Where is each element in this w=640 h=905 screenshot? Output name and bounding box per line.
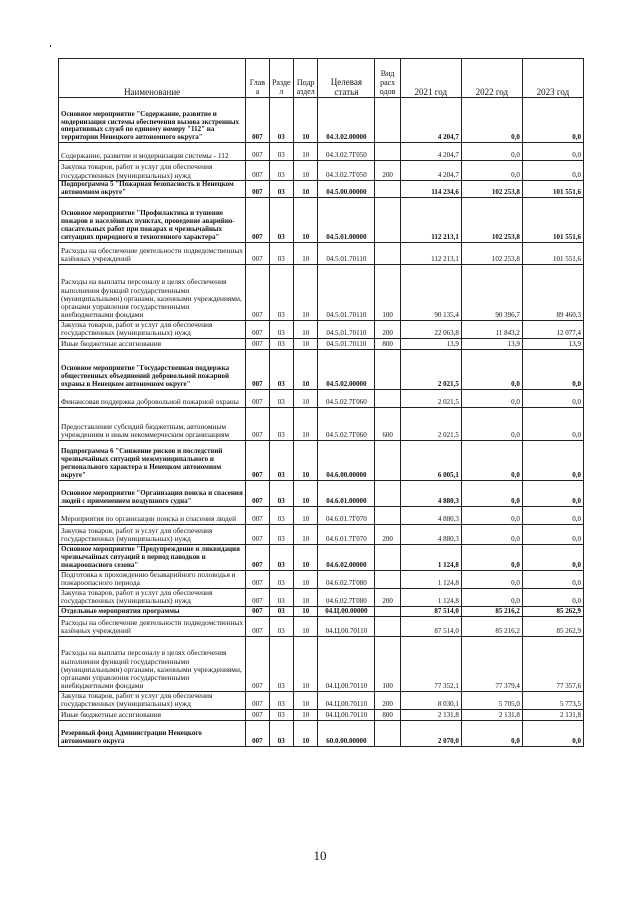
cell-name: Предоставление субсидий бюджетным, автономным учреждениям и иным некоммерческим организациям bbox=[59, 407, 246, 440]
cell-y2022: 90 396,7 bbox=[461, 264, 522, 320]
header-name: Наименование bbox=[59, 59, 246, 98]
cell-name: Основное мероприятие "Профилактика и тушение пожаров в населённых пунктах, проведение аварийно-спасательных работ при пожарах и чрезвычайных ситуациях природного и техногенного характера" bbox=[59, 197, 246, 242]
cell-y2023: 0,0 bbox=[522, 720, 583, 746]
cell-y2022: 0,0 bbox=[461, 524, 522, 544]
cell-podrazdel: 10 bbox=[294, 143, 318, 161]
table-row bbox=[59, 242, 584, 264]
cell-glav: 007 bbox=[246, 181, 269, 198]
cell-vid bbox=[375, 440, 400, 480]
cell-glav: 007 bbox=[246, 320, 269, 338]
cell-glav: 007 bbox=[246, 407, 269, 440]
header-target: Целевая статья bbox=[318, 59, 375, 98]
cell-y2023: 2 131,8 bbox=[522, 709, 583, 720]
cell-y2022: 102 253,8 bbox=[461, 181, 522, 198]
cell-target: 04.Ц.00.70110 bbox=[318, 636, 375, 691]
cell-y2023: 101 551,6 bbox=[522, 197, 583, 242]
cell-target: 04.3.02.7Г050 bbox=[318, 143, 375, 161]
cell-y2021: 2 021,5 bbox=[400, 389, 461, 407]
cell-podrazdel: 10 bbox=[294, 389, 318, 407]
cell-vid: 200 bbox=[375, 691, 400, 709]
cell-y2021: 4 880,3 bbox=[400, 506, 461, 524]
cell-glav: 007 bbox=[246, 720, 269, 746]
cell-y2021: 1 124,8 bbox=[400, 544, 461, 570]
cell-podrazdel: 10 bbox=[294, 480, 318, 506]
cell-podrazdel: 10 bbox=[294, 349, 318, 389]
cell-glav: 007 bbox=[246, 606, 269, 616]
cell-razdel: 03 bbox=[269, 636, 293, 691]
cell-y2023: 0,0 bbox=[522, 480, 583, 506]
cell-y2023: 89 460,3 bbox=[522, 264, 583, 320]
cell-vid: 200 bbox=[375, 524, 400, 544]
cell-y2023: 12 077,4 bbox=[522, 320, 583, 338]
cell-glav: 007 bbox=[246, 338, 269, 349]
cell-y2021: 6 005,1 bbox=[400, 440, 461, 480]
table-row bbox=[59, 264, 584, 320]
cell-y2023: 101 551,6 bbox=[522, 181, 583, 198]
cell-y2023: 0,0 bbox=[522, 544, 583, 570]
cell-y2022: 11 843,2 bbox=[461, 320, 522, 338]
cell-name: Закупка товаров, работ и услуг для обеспечения государственных (муниципальных) нужд bbox=[59, 161, 246, 181]
cell-vid bbox=[375, 570, 400, 588]
cell-y2022: 0,0 bbox=[461, 720, 522, 746]
table-row bbox=[59, 338, 584, 349]
cell-y2022: 0,0 bbox=[461, 570, 522, 588]
table-row bbox=[59, 524, 584, 544]
cell-y2021: 1 124,8 bbox=[400, 570, 461, 588]
cell-podrazdel: 10 bbox=[294, 197, 318, 242]
cell-glav: 007 bbox=[246, 440, 269, 480]
cell-y2021: 90 135,4 bbox=[400, 264, 461, 320]
cell-glav: 007 bbox=[246, 636, 269, 691]
budget-table bbox=[58, 58, 584, 747]
cell-razdel: 03 bbox=[269, 161, 293, 181]
table-row bbox=[59, 197, 584, 242]
cell-vid: 200 bbox=[375, 320, 400, 338]
cell-name: Закупка товаров, работ и услуг для обеспечения государственных (муниципальных) нужд bbox=[59, 691, 246, 709]
cell-glav: 007 bbox=[246, 242, 269, 264]
cell-target: 04.6.02.7Г080 bbox=[318, 570, 375, 588]
cell-razdel: 03 bbox=[269, 570, 293, 588]
cell-vid: 100 bbox=[375, 264, 400, 320]
cell-y2023: 13,9 bbox=[522, 338, 583, 349]
cell-razdel: 03 bbox=[269, 544, 293, 570]
table-row bbox=[59, 636, 584, 691]
cell-glav: 007 bbox=[246, 98, 269, 143]
cell-razdel: 03 bbox=[269, 709, 293, 720]
table-row bbox=[59, 691, 584, 709]
table-row bbox=[59, 161, 584, 181]
cell-name: Закупка товаров, работ и услуг для обеспечения государственных (муниципальных) нужд bbox=[59, 524, 246, 544]
cell-y2021: 77 352,1 bbox=[400, 636, 461, 691]
table-row bbox=[59, 606, 584, 616]
cell-y2023: 5 773,5 bbox=[522, 691, 583, 709]
cell-podrazdel: 10 bbox=[294, 320, 318, 338]
cell-name: Основное мероприятие "Государственная поддержка общественных объединений добровольной пожарной охраны в Ненецком автономном округе" bbox=[59, 349, 246, 389]
cell-y2021: 112 213,1 bbox=[400, 197, 461, 242]
cell-vid bbox=[375, 480, 400, 506]
table-row bbox=[59, 720, 584, 746]
cell-y2022: 85 216,2 bbox=[461, 606, 522, 616]
cell-glav: 007 bbox=[246, 570, 269, 588]
cell-name: Иные бюджетные ассигнования bbox=[59, 338, 246, 349]
cell-razdel: 03 bbox=[269, 143, 293, 161]
cell-razdel: 03 bbox=[269, 691, 293, 709]
cell-y2022: 5 705,0 bbox=[461, 691, 522, 709]
cell-target: 04.5.02.00000 bbox=[318, 349, 375, 389]
cell-razdel: 03 bbox=[269, 588, 293, 606]
cell-y2021: 4 204,7 bbox=[400, 161, 461, 181]
cell-target: 04.Ц.00.00000 bbox=[318, 606, 375, 616]
cell-name: Расходы на обеспечение деятельности подведомственных казённых учреждений bbox=[59, 242, 246, 264]
table-row bbox=[59, 98, 584, 143]
cell-podrazdel: 10 bbox=[294, 588, 318, 606]
cell-razdel: 03 bbox=[269, 440, 293, 480]
cell-y2022: 0,0 bbox=[461, 588, 522, 606]
cell-glav: 007 bbox=[246, 544, 269, 570]
cell-podrazdel: 10 bbox=[294, 636, 318, 691]
table-row bbox=[59, 570, 584, 588]
cell-podrazdel: 10 bbox=[294, 242, 318, 264]
table-row bbox=[59, 588, 584, 606]
cell-podrazdel: 10 bbox=[294, 338, 318, 349]
cell-y2023: 85 262,9 bbox=[522, 606, 583, 616]
cell-vid: 200 bbox=[375, 588, 400, 606]
cell-name: Расходы на выплаты персоналу в целях обеспечения выполнения функций государственными (муниципальными) органами, казенными учреждениями, органами управления государственными внебюджетными фондами bbox=[59, 636, 246, 691]
cell-glav: 007 bbox=[246, 264, 269, 320]
cell-podrazdel: 10 bbox=[294, 606, 318, 616]
cell-target: 60.0.00.00000 bbox=[318, 720, 375, 746]
cell-razdel: 03 bbox=[269, 320, 293, 338]
cell-glav: 007 bbox=[246, 588, 269, 606]
cell-y2022: 13,9 bbox=[461, 338, 522, 349]
cell-podrazdel: 10 bbox=[294, 720, 318, 746]
table-row bbox=[59, 143, 584, 161]
cell-glav: 007 bbox=[246, 524, 269, 544]
cell-y2022: 0,0 bbox=[461, 161, 522, 181]
cell-y2022: 0,0 bbox=[461, 440, 522, 480]
cell-podrazdel: 10 bbox=[294, 570, 318, 588]
cell-y2022: 0,0 bbox=[461, 407, 522, 440]
cell-target: 04.Ц.00.70110 bbox=[318, 616, 375, 636]
cell-razdel: 03 bbox=[269, 242, 293, 264]
table-row bbox=[59, 544, 584, 570]
cell-y2021: 13,9 bbox=[400, 338, 461, 349]
cell-y2021: 2 131,8 bbox=[400, 709, 461, 720]
cell-podrazdel: 10 bbox=[294, 181, 318, 198]
cell-glav: 007 bbox=[246, 143, 269, 161]
cell-vid: 200 bbox=[375, 161, 400, 181]
cell-y2023: 0,0 bbox=[522, 98, 583, 143]
cell-podrazdel: 10 bbox=[294, 544, 318, 570]
cell-y2022: 0,0 bbox=[461, 98, 522, 143]
cell-target: 04.Ц.00.70110 bbox=[318, 691, 375, 709]
cell-y2022: 102 253,8 bbox=[461, 242, 522, 264]
cell-name: Закупка товаров, работ и услуг для обеспечения государственных (муниципальных) нужд bbox=[59, 320, 246, 338]
cell-name: Мероприятия по организации поиска и спасения людей bbox=[59, 506, 246, 524]
cell-y2023: 0,0 bbox=[522, 506, 583, 524]
cell-y2021: 4 880,3 bbox=[400, 480, 461, 506]
cell-vid: 800 bbox=[375, 709, 400, 720]
cell-y2022: 0,0 bbox=[461, 544, 522, 570]
cell-target: 04.3.02.7Г050 bbox=[318, 161, 375, 181]
cell-y2023: 0,0 bbox=[522, 407, 583, 440]
cell-target: 04.6.01.00000 bbox=[318, 480, 375, 506]
table-row bbox=[59, 616, 584, 636]
cell-razdel: 03 bbox=[269, 389, 293, 407]
cell-razdel: 03 bbox=[269, 606, 293, 616]
cell-y2021: 2 021,5 bbox=[400, 349, 461, 389]
cell-y2023: 0,0 bbox=[522, 570, 583, 588]
cell-target: 04.3.02.00000 bbox=[318, 98, 375, 143]
cell-y2022: 0,0 bbox=[461, 480, 522, 506]
cell-name: Подпрограмма 6 "Снижение рисков и последствий чрезвычайных ситуаций межмуниципального и регионального характера в Ненецком автономном округе" bbox=[59, 440, 246, 480]
cell-y2023: 0,0 bbox=[522, 588, 583, 606]
table-row bbox=[59, 480, 584, 506]
cell-vid bbox=[375, 506, 400, 524]
cell-name: Основное мероприятие "Организация поиска и спасения людей с применением воздушного судна" bbox=[59, 480, 246, 506]
header-2021: 2021 год bbox=[400, 59, 461, 98]
cell-y2023: 0,0 bbox=[522, 440, 583, 480]
cell-glav: 007 bbox=[246, 480, 269, 506]
cell-name: Расходы на выплаты персоналу в целях обеспечения выполнения функций государственными (муниципальными) органами, казенными учреждениями, органами управления государственными внебюджетными фондами bbox=[59, 264, 246, 320]
header-2023: 2023 год bbox=[522, 59, 583, 98]
cell-razdel: 03 bbox=[269, 524, 293, 544]
table-row bbox=[59, 709, 584, 720]
cell-podrazdel: 10 bbox=[294, 407, 318, 440]
cell-y2021: 8 030,1 bbox=[400, 691, 461, 709]
cell-vid bbox=[375, 197, 400, 242]
cell-podrazdel: 10 bbox=[294, 691, 318, 709]
cell-target: 04.5.01.70110 bbox=[318, 320, 375, 338]
cell-y2021: 87 514,0 bbox=[400, 616, 461, 636]
cell-vid bbox=[375, 143, 400, 161]
cell-target: 04.5.02.7Г060 bbox=[318, 389, 375, 407]
cell-glav: 007 bbox=[246, 691, 269, 709]
cell-y2022: 2 131,8 bbox=[461, 709, 522, 720]
table-row bbox=[59, 389, 584, 407]
cell-razdel: 03 bbox=[269, 506, 293, 524]
cell-target: 04.Ц.00.70110 bbox=[318, 709, 375, 720]
cell-vid bbox=[375, 616, 400, 636]
cell-target: 04.6.02.00000 bbox=[318, 544, 375, 570]
table-row bbox=[59, 506, 584, 524]
cell-vid bbox=[375, 349, 400, 389]
cell-y2021: 4 204,7 bbox=[400, 98, 461, 143]
cell-glav: 007 bbox=[246, 506, 269, 524]
cell-y2021: 4 880,3 bbox=[400, 524, 461, 544]
cell-y2023: 0,0 bbox=[522, 524, 583, 544]
cell-y2021: 22 063,8 bbox=[400, 320, 461, 338]
cell-target: 04.5.02.7Г060 bbox=[318, 407, 375, 440]
cell-podrazdel: 10 bbox=[294, 161, 318, 181]
cell-razdel: 03 bbox=[269, 181, 293, 198]
cell-y2022: 85 216,2 bbox=[461, 616, 522, 636]
cell-y2021: 87 514,0 bbox=[400, 606, 461, 616]
cell-glav: 007 bbox=[246, 709, 269, 720]
cell-y2022: 0,0 bbox=[461, 143, 522, 161]
cell-vid bbox=[375, 720, 400, 746]
cell-razdel: 03 bbox=[269, 338, 293, 349]
table-row bbox=[59, 320, 584, 338]
cell-podrazdel: 10 bbox=[294, 264, 318, 320]
cell-vid bbox=[375, 98, 400, 143]
cell-podrazdel: 10 bbox=[294, 524, 318, 544]
cell-razdel: 03 bbox=[269, 616, 293, 636]
cell-name: Закупка товаров, работ и услуг для обеспечения государственных (муниципальных) нужд bbox=[59, 588, 246, 606]
cell-target: 04.6.02.7Г080 bbox=[318, 588, 375, 606]
cell-y2023: 0,0 bbox=[522, 349, 583, 389]
cell-y2022: 0,0 bbox=[461, 506, 522, 524]
cell-glav: 007 bbox=[246, 389, 269, 407]
cell-razdel: 03 bbox=[269, 349, 293, 389]
table-row bbox=[59, 440, 584, 480]
cell-podrazdel: 10 bbox=[294, 440, 318, 480]
cell-podrazdel: 10 bbox=[294, 709, 318, 720]
cell-podrazdel: 10 bbox=[294, 98, 318, 143]
cell-vid bbox=[375, 606, 400, 616]
cell-y2023: 101 551,6 bbox=[522, 242, 583, 264]
table-row bbox=[59, 407, 584, 440]
cell-vid bbox=[375, 181, 400, 198]
cell-target: 04.5.01.00000 bbox=[318, 197, 375, 242]
cell-razdel: 03 bbox=[269, 480, 293, 506]
cell-name: Отдельные мероприятия программы bbox=[59, 606, 246, 616]
table-row bbox=[59, 181, 584, 198]
cell-y2021: 114 234,6 bbox=[400, 181, 461, 198]
cell-glav: 007 bbox=[246, 349, 269, 389]
cell-name: Иные бюджетные ассигнования bbox=[59, 709, 246, 720]
cell-podrazdel: 10 bbox=[294, 506, 318, 524]
cell-razdel: 03 bbox=[269, 720, 293, 746]
cell-vid: 800 bbox=[375, 338, 400, 349]
cell-y2021: 112 213,1 bbox=[400, 242, 461, 264]
header-glav: Глав а bbox=[246, 59, 269, 98]
cell-y2021: 2 021,5 bbox=[400, 407, 461, 440]
cell-name: Подготовка к прохождению безаварийного половодья и пожароопасного периода bbox=[59, 570, 246, 588]
cell-y2022: 0,0 bbox=[461, 389, 522, 407]
cell-vid: 100 bbox=[375, 636, 400, 691]
cell-target: 04.6.01.7Г070 bbox=[318, 524, 375, 544]
cell-y2021: 1 124,8 bbox=[400, 588, 461, 606]
cell-y2023: 0,0 bbox=[522, 143, 583, 161]
cell-razdel: 03 bbox=[269, 197, 293, 242]
cell-name: Основное мероприятие "Содержание, развитие и модернизация системы обеспечения вызова экстренных оперативных служб по единому номеру "112" на территории Ненецкого автономного округа" bbox=[59, 98, 246, 143]
scan-mark bbox=[50, 45, 51, 47]
cell-razdel: 03 bbox=[269, 264, 293, 320]
cell-y2022: 77 379,4 bbox=[461, 636, 522, 691]
cell-y2023: 85 262,9 bbox=[522, 616, 583, 636]
cell-name: Расходы на обеспечение деятельности подведомственных казённых учреждений bbox=[59, 616, 246, 636]
cell-vid bbox=[375, 389, 400, 407]
cell-name: Основное мероприятие "Предупреждение и ликвидация чрезвычайных ситуаций в период паводков и пожароопасного сезона" bbox=[59, 544, 246, 570]
page-number: 10 bbox=[313, 848, 327, 863]
cell-y2023: 0,0 bbox=[522, 389, 583, 407]
table-row bbox=[59, 349, 584, 389]
cell-target: 04.5.01.70110 bbox=[318, 242, 375, 264]
cell-target: 04.6.01.7Г070 bbox=[318, 506, 375, 524]
cell-y2022: 0,0 bbox=[461, 349, 522, 389]
cell-vid: 600 bbox=[375, 407, 400, 440]
cell-vid bbox=[375, 544, 400, 570]
cell-name: Резервный фонд Администрации Ненецкого автономного округа bbox=[59, 720, 246, 746]
cell-target: 04.5.00.00000 bbox=[318, 181, 375, 198]
cell-razdel: 03 bbox=[269, 407, 293, 440]
header-vid: Вид расх одов bbox=[375, 59, 400, 98]
cell-y2023: 0,0 bbox=[522, 161, 583, 181]
cell-y2022: 102 253,8 bbox=[461, 197, 522, 242]
header-podrazdel: Подр аздел bbox=[294, 59, 318, 98]
cell-glav: 007 bbox=[246, 197, 269, 242]
cell-y2023: 77 357,6 bbox=[522, 636, 583, 691]
cell-y2021: 2 070,0 bbox=[400, 720, 461, 746]
cell-target: 04.5.01.70110 bbox=[318, 338, 375, 349]
cell-name: Финансовая поддержка добровольной пожарной охраны bbox=[59, 389, 246, 407]
cell-podrazdel: 10 bbox=[294, 616, 318, 636]
header-2022: 2022 год bbox=[461, 59, 522, 98]
cell-razdel: 03 bbox=[269, 98, 293, 143]
cell-name: Подпрограмма 5 "Пожарная безопасность в Ненецком автономном округе" bbox=[59, 181, 246, 198]
cell-y2021: 4 204,7 bbox=[400, 143, 461, 161]
cell-vid bbox=[375, 242, 400, 264]
cell-glav: 007 bbox=[246, 616, 269, 636]
cell-target: 04.6.00.00000 bbox=[318, 440, 375, 480]
header-razdel: Разде л bbox=[269, 59, 293, 98]
cell-glav: 007 bbox=[246, 161, 269, 181]
cell-name: Содержание, развитие и модернизация системы - 112 bbox=[59, 143, 246, 161]
cell-target: 04.5.01.70110 bbox=[318, 264, 375, 320]
table-header-row bbox=[59, 59, 584, 98]
